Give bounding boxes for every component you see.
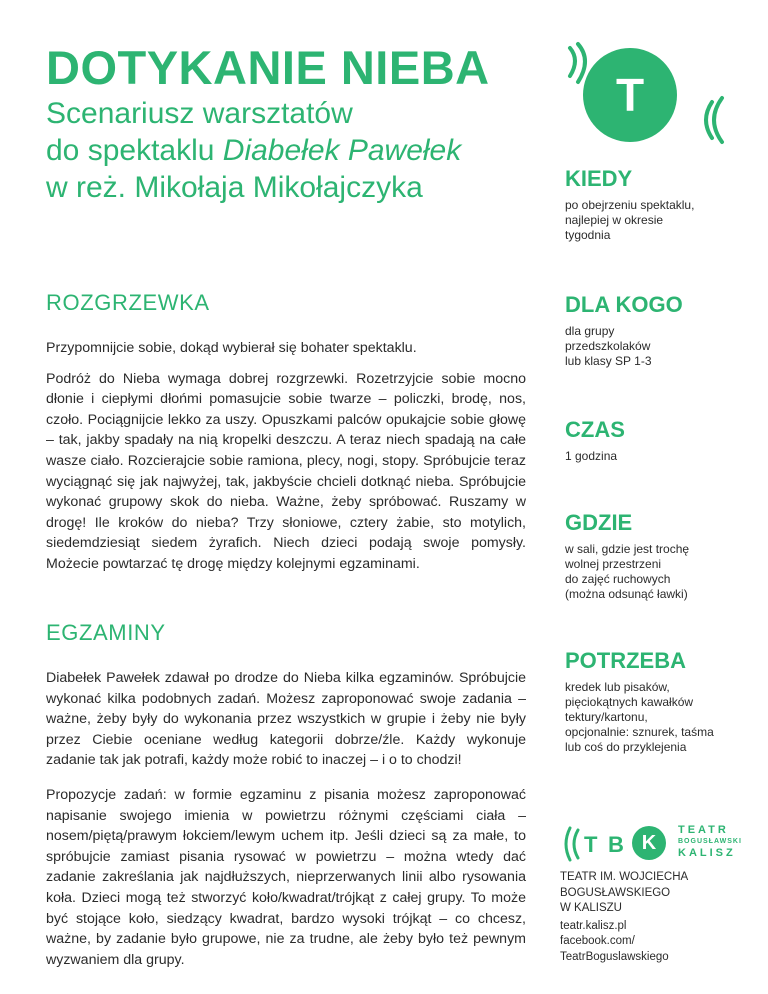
- footer-logo-boguslawski: BOGUSŁAWSKI: [678, 838, 742, 845]
- sidebar-text: w sali, gdzie jest trochę wolnej przestrzeni do zajęć ruchowych (można odsunąć ławki): [565, 542, 690, 601]
- theatre-logo-mark: [560, 40, 730, 160]
- page-title: DOTYKANIE NIEBA: [46, 41, 490, 94]
- subtitle-line-2: [46, 132, 546, 169]
- footer-theatre-name: TEATR IM. WOJCIECHA BOGUSŁAWSKIEGO W KALISZU: [560, 871, 689, 914]
- sidebar-heading: GDZIE: [565, 510, 633, 535]
- section-exams: [46, 620, 526, 970]
- sidebar-text: po obejrzeniu spektaklu, najlepiej w okresie tygodnia: [565, 198, 695, 242]
- section-warmup: [46, 290, 526, 575]
- logo-letter-t: T: [615, 69, 645, 121]
- subtitle-line-2-prefix: do spektaklu: [46, 134, 223, 167]
- footer-logo-kalisz: KALISZ: [678, 847, 736, 859]
- play-title: Diabełek Pawełek: [222, 134, 462, 167]
- footer-sound-waves-icon: [560, 824, 582, 864]
- section-paragraph: Propozycje zadań: w formie egzaminu z pisania możesz zaproponować napisanie swojego imienia w powietrzu różnymi częściami ciała – nosem/piętą/prawym łokciem/lewym uchem itp. Jeśli dzieci są za małe, to spróbujcie zamiast pisania rysować w powietrzu – można wtedy dać zadanie zakreślania jak najdłuższych, nieprzerwanych linii albo rysowania koła. Dzieci mogą też stworzyć koło/kwadrat/trójkąt z całej grupy. To może być stojące koło, siedzący kwadrat, bardzo wysoki trójkąt – co chcesz, ważne, by zadanie było grupowe, nie za trudne, ale żeby było też pewnym wyzwaniem dla grupy.: [46, 786, 526, 968]
- subtitle: [46, 95, 546, 206]
- section-paragraph: Podróż do Nieba wymaga dobrej rozgrzewki. Rozetrzyjcie sobie mocno dłonie i ciepłymi dłońmi pomasujcie sobie twarze – policzki, brodę, nos, czoło. Pociągnijcie lekko za uszy. Opuszkami palców opukajcie sobie głowę – tak, jakby spadały na nią kropelki deszczu. A teraz niech spadają na całe wasze ciało. Rozcierajcie sobie ramiona, plecy, nogi, stopy. Spróbujcie teraz wyciągnąć się jak najwyżej, tak, jakbyście chcieli dotknąć nieba. Spróbujcie wykonać grupowy skok do nieba. Ważne, żeby spróbować. Ruszamy w drogę! Ile kroków do nieba? Trzy słoniowe, cztery żabie, sto motylich, siedemdziesiąt siedem żyrafich. Niech dzieci podają swoje pomysły. Możecie powtarzać tę drogę między kolejnymi egzaminami.: [46, 370, 526, 572]
- footer-logo-k: K: [632, 826, 666, 860]
- sidebar-where: [565, 510, 745, 602]
- section-heading: EGZAMINY: [46, 620, 166, 645]
- sidebar-text: kredek lub pisaków, pięciokątnych kawałków tektury/kartonu, opcjonalnie: sznurek, taśma lub coś do przyklejenia: [565, 680, 714, 754]
- sidebar-text: dla grupy przedszkolaków lub klasy SP 1-3: [565, 324, 652, 368]
- section-paragraph: Przypomnijcie sobie, dokąd wybierał się bohater spektaklu.: [46, 340, 417, 356]
- sidebar-heading: DLA KOGO: [565, 292, 683, 317]
- sidebar-text: 1 godzina: [565, 449, 618, 463]
- sidebar-heading: KIEDY: [565, 166, 633, 191]
- sidebar-for-whom: [565, 292, 745, 369]
- sidebar-needed: [565, 648, 745, 755]
- sidebar-heading: CZAS: [565, 417, 625, 442]
- theatre-footer-logo: [560, 822, 740, 870]
- footer-contact: [560, 870, 740, 965]
- footer-logo-t: T: [584, 832, 598, 857]
- sidebar-when: [565, 166, 745, 243]
- section-heading: ROZGRZEWKA: [46, 290, 210, 315]
- section-paragraph: Diabełek Pawełek zdawał po drodze do Nieba kilka egzaminów. Spróbujcie wykonać kilka podobnych zadań. Możesz zaproponować swoje zadania – ważne, żeby były do wykonania przez wszystkich w grupie i żeby nie były przez Ciebie oceniane według kategorii dobrze/źle. Każdy wykonuje zadanie tak jak potrafi, każdy może robić to inaczej – i o to chodzi!: [46, 670, 526, 769]
- footer-links: teatr.kalisz.pl facebook.com/ TeatrBoguslawskiego: [560, 919, 669, 963]
- footer-logo-b: B: [608, 832, 624, 857]
- sidebar-time: [565, 417, 745, 464]
- subtitle-line-1: Scenariusz warsztatów: [46, 97, 353, 130]
- subtitle-line-3: w reż. Mikołaja Mikołajczyka: [46, 171, 423, 204]
- footer-logo-teatr: TEATR: [678, 824, 729, 836]
- sidebar-heading: POTRZEBA: [565, 648, 686, 673]
